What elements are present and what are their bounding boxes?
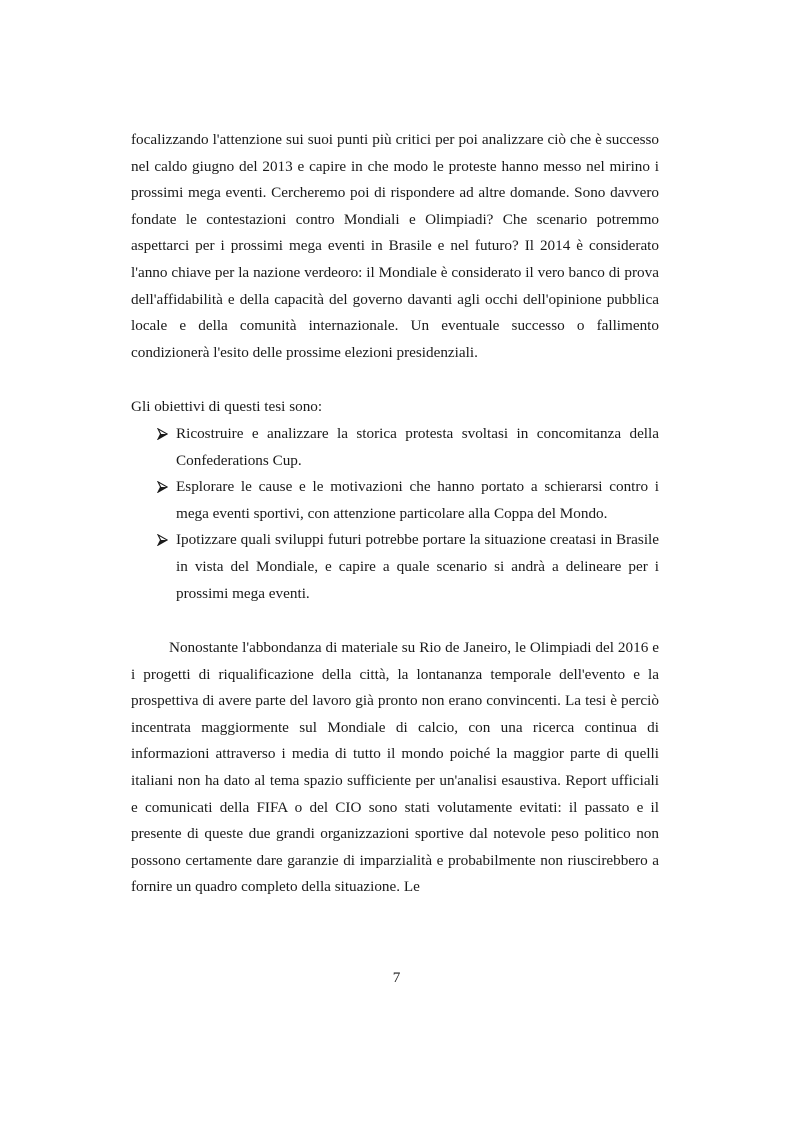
objectives-intro: Gli obiettivi di questi tesi sono: bbox=[131, 398, 323, 416]
page-number: 7 bbox=[392, 969, 401, 986]
arrow-bullet-icon bbox=[157, 534, 168, 546]
list-item bbox=[131, 421, 659, 474]
list-item bbox=[131, 527, 659, 607]
objectives-list bbox=[131, 421, 659, 607]
list-item-text: Ricostruire e analizzare la storica protesta svoltasi in concomitanza della Confederations Cup. bbox=[176, 424, 659, 469]
list-item-text: Esplorare le cause e le motivazioni che hanno portato a schierarsi contro i mega eventi sportivi, con attenzione particolare alla Coppa del Mondo. bbox=[176, 478, 659, 522]
arrow-bullet-icon bbox=[157, 428, 168, 440]
list-item bbox=[131, 474, 659, 527]
arrow-bullet-icon bbox=[157, 481, 168, 493]
list-item-text: Ipotizzare quali sviluppi futuri potrebbe portare la situazione creatasi in Brasile in vista del Mondiale, e capire a quale scenario si andrà a delineare per i prossimi mega eventi. bbox=[176, 531, 659, 602]
paragraph: focalizzando l'attenzione sui suoi punti più critici per poi analizzare ciò che è successo nel caldo giugno del 2013 e capire in che modo le proteste hanno messo nel mirino i prossimi mega eventi. Cercheremo poi di rispondere ad altre domande. Sono davvero fondate le contestazioni contro Mondiali e Olimpiadi? Che scenario potremmo aspettarci per i prossimi mega eventi in Brasile e nel futuro? Il 2014 è considerato l'anno chiave per la nazione verdeoro: il Mondiale è considerato il vero banco di prova dell'affidabilità e della capacità del governo davanti agli occhi dell'opinione pubblica locale e della comunità internazionale. Un eventuale successo o fallimento condizionerà l'esito delle prossime elezioni presidenziali. bbox=[131, 131, 659, 361]
paragraph: Nonostante l'abbondanza di materiale su Rio de Janeiro, le Olimpiadi del 2016 e i progetti di riqualificazione della città, la lontananza temporale dell'evento e la prospettiva di avere parte del lavoro già pronto non erano convincenti. La tesi è perciò incentrata maggiormente sul Mondiale di calcio, con una ricerca continua di informazioni attraverso i media di tutto il mondo poiché la maggior parte di quelli italiani non ha dato al tema spazio sufficiente per un'analisi esaustiva. Report ufficiali e comunicati della FIFA o del CIO sono stati volutamente evitati: il passato e il presente di queste due grandi organizzazioni sportive dal notevole peso politico non possono certamente dare garanzie di imparzialità e probabilmente non riuscirebbero a fornire un quadro completo della situazione. Le bbox=[131, 639, 659, 896]
document-body bbox=[131, 127, 659, 901]
